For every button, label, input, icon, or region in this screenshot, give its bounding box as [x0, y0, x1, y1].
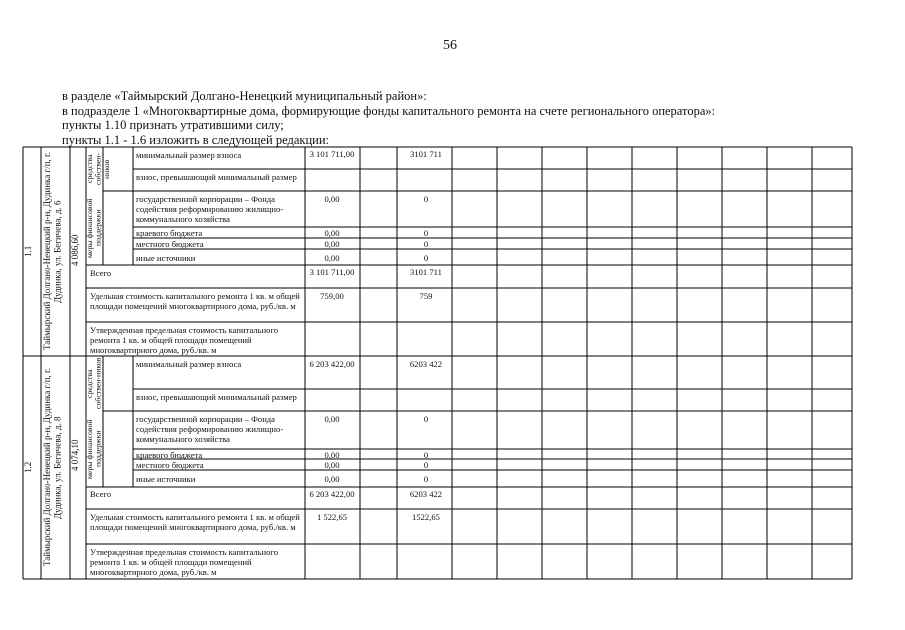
- value-regional-a: 0,00: [324, 450, 340, 460]
- row-number: 1.2: [23, 461, 33, 474]
- label-total: Всего: [90, 489, 112, 499]
- value-total-a: 3 101 711,00: [309, 267, 355, 277]
- value-regional-b: 0: [423, 228, 429, 238]
- group-owners-funds: средства собствен-ников: [85, 152, 112, 186]
- value-local-b: 0: [423, 460, 429, 470]
- value-state-corp-b: 0: [423, 414, 429, 424]
- intro-line-repeal: пункты 1.10 признать утратившими силу;: [62, 118, 284, 133]
- page-number: 56: [443, 38, 457, 53]
- intro-line-section: в разделе «Таймырский Долгано-Ненецкий муниципальный район»:: [62, 89, 427, 103]
- value-local-a: 0,00: [324, 239, 340, 249]
- value-unit-cost-a: 1 522,65: [316, 512, 348, 522]
- label-local: местного бюджета: [136, 239, 204, 249]
- label-above-min: взнос, превышающий минимальный размер: [136, 172, 297, 182]
- value-other-a: 0,00: [324, 474, 340, 484]
- address: Таймырский Долгано-Ненецкий р-н, Дудинка г/п, г. Дудинка, ул. Бегичева, д. 8: [42, 368, 63, 567]
- label-max-cost: Утвержденная предельная стоимость капитального ремонта 1 кв. м общей площади помещений многоквартирного дома, руб./кв. м: [90, 325, 279, 355]
- value-regional-b: 0: [423, 450, 429, 460]
- label-min-fee: минимальный размер взноса: [136, 150, 242, 160]
- intro-line-subsection: в подразделе 1 «Многоквартирные дома, формирующие фонды капитального ремонта на счете регионального оператора»:: [62, 103, 716, 118]
- value-min-fee-a: 6 203 422,00: [309, 359, 355, 369]
- value-state-corp-b: 0: [423, 194, 429, 204]
- label-min-fee: минимальный размер взноса: [136, 359, 242, 369]
- group-owners-funds: средства собствен-ников: [85, 357, 103, 410]
- label-max-cost: Утвержденная предельная стоимость капитального ремонта 1 кв. м общей площади помещений многоквартирного дома, руб./кв. м: [90, 547, 279, 577]
- value-total-b: 6203 422: [409, 489, 443, 499]
- label-state-corp: государственной корпорации – Фонда содействия реформированию жилищно-коммунального хозяйства: [136, 414, 284, 444]
- value-min-fee-b: 3101 711: [410, 149, 442, 159]
- value-unit-cost-a: 759,00: [320, 291, 344, 301]
- value-other-b: 0: [423, 474, 429, 484]
- intro-text: [62, 89, 715, 147]
- value-min-fee-b: 6203 422: [409, 359, 443, 369]
- value-other-b: 0: [423, 253, 429, 263]
- value-unit-cost-b: 1522,65: [412, 512, 440, 522]
- label-unit-cost: Удельная стоимость капитального ремонта 1 кв. м общей площади помещений многоквартирного дома, руб./кв. м: [90, 291, 300, 311]
- value-unit-cost-b: 759: [419, 291, 433, 301]
- group-financial-support: меры финансовой поддержки: [85, 198, 103, 258]
- value-state-corp-a: 0,00: [324, 414, 340, 424]
- value-total-b: 3101 711: [410, 267, 442, 277]
- row-number: 1.1: [23, 245, 33, 258]
- label-other: иные источники: [136, 474, 196, 484]
- total-area: 4 086,60: [70, 234, 80, 266]
- label-above-min: взнос, превышающий минимальный размер: [136, 392, 297, 402]
- value-local-b: 0: [423, 239, 429, 249]
- value-local-a: 0,00: [324, 460, 340, 470]
- address: Таймырский Долгано-Ненецкий р-н, Дудинка г/п, г. Дудинка, ул. Бегичева, д. 6: [42, 152, 63, 351]
- value-total-a: 6 203 422,00: [309, 489, 355, 499]
- label-regional: краевого бюджета: [136, 450, 203, 460]
- value-state-corp-a: 0,00: [324, 194, 340, 204]
- total-area: 4 074,10: [70, 439, 80, 471]
- label-state-corp: государственной корпорации – Фонда содействия реформированию жилищно-коммунального хозяйства: [136, 194, 284, 224]
- intro-line-amend: пункты 1.1 - 1.6 изложить в следующей редакции:: [62, 132, 330, 147]
- label-unit-cost: Удельная стоимость капитального ремонта 1 кв. м общей площади помещений многоквартирного дома, руб./кв. м: [90, 512, 300, 532]
- label-regional: краевого бюджета: [136, 228, 203, 238]
- label-total: Всего: [90, 268, 112, 278]
- label-local: местного бюджета: [136, 460, 204, 470]
- label-other: иные источники: [136, 253, 196, 263]
- group-financial-support: меры финансовой поддержки: [85, 419, 103, 479]
- value-min-fee-a: 3 101 711,00: [309, 149, 355, 159]
- value-regional-a: 0,00: [324, 228, 340, 238]
- value-other-a: 0,00: [324, 253, 340, 263]
